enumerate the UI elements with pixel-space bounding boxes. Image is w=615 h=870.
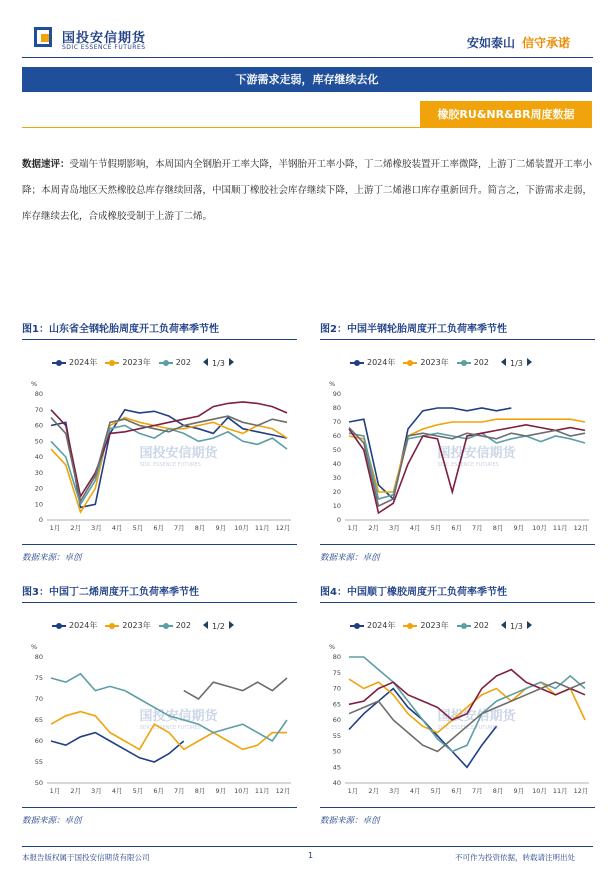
figure-title-underline bbox=[320, 602, 595, 603]
x-tick-label: 2月 bbox=[368, 787, 380, 795]
y-tick-label: 20 bbox=[332, 488, 341, 496]
x-tick-label: 6月 bbox=[451, 787, 462, 795]
line-chart bbox=[320, 372, 595, 542]
legend-marker-icon bbox=[159, 625, 173, 627]
chart-legend bbox=[52, 620, 297, 631]
x-tick-label: 5月 bbox=[132, 787, 144, 795]
x-tick-label: 1月 bbox=[347, 787, 359, 795]
x-tick-label: 7月 bbox=[174, 787, 185, 795]
y-unit-label: % bbox=[31, 643, 38, 651]
x-tick-label: 6月 bbox=[153, 524, 164, 532]
line-chart bbox=[22, 372, 297, 542]
y-tick-label: 65 bbox=[332, 700, 341, 709]
y-tick-label: 80 bbox=[332, 653, 341, 661]
x-tick-label: 4月 bbox=[111, 787, 123, 795]
prev-page-icon[interactable] bbox=[501, 358, 506, 366]
legend-label: 2023年 bbox=[122, 358, 151, 367]
x-tick-label: 4月 bbox=[409, 787, 421, 795]
watermark-logo: 国投安信期货 bbox=[139, 709, 218, 724]
figure-title: 图3：中国丁二烯周度开工负荷率季节性 bbox=[22, 587, 199, 598]
legend-pager bbox=[501, 621, 532, 631]
x-tick-label: 8月 bbox=[194, 787, 206, 795]
x-tick-label: 3月 bbox=[91, 524, 102, 532]
x-tick-label: 1月 bbox=[49, 524, 61, 532]
y-tick-label: 90 bbox=[332, 390, 341, 398]
legend-label: 202 bbox=[175, 621, 191, 630]
x-tick-label: 11月 bbox=[552, 524, 568, 532]
y-tick-label: 65 bbox=[34, 716, 43, 724]
logo-text: 国投安信期货 bbox=[62, 31, 147, 46]
y-tick-label: 10 bbox=[34, 500, 43, 509]
y-tick-label: 60 bbox=[332, 716, 341, 724]
y-tick-label: 75 bbox=[332, 668, 341, 677]
tag-underline bbox=[22, 127, 420, 128]
pager-text: 1/3 bbox=[510, 358, 523, 368]
y-unit-label: % bbox=[329, 380, 336, 388]
x-tick-label: 10月 bbox=[532, 787, 547, 795]
legend-item[interactable] bbox=[403, 620, 448, 631]
header-divider bbox=[22, 57, 593, 58]
prev-page-icon[interactable] bbox=[203, 358, 208, 366]
series-line bbox=[184, 678, 287, 699]
y-tick-label: 60 bbox=[332, 432, 341, 440]
x-tick-label: 2月 bbox=[70, 787, 82, 795]
legend-item[interactable] bbox=[350, 357, 395, 368]
x-tick-label: 5月 bbox=[430, 787, 442, 795]
legend-marker-icon bbox=[350, 362, 364, 364]
page-number: 1 bbox=[308, 851, 314, 860]
report-tag: 橡胶RU&NR&BR周度数据 bbox=[420, 101, 592, 128]
legend-marker-icon bbox=[159, 362, 173, 364]
legend-pager bbox=[501, 358, 532, 368]
legend-pager bbox=[203, 358, 234, 368]
legend-marker-icon bbox=[457, 362, 471, 364]
logo-subtext: SDIC ESSENCE FUTURES bbox=[62, 44, 146, 51]
y-tick-label: 0 bbox=[336, 516, 341, 524]
series-line bbox=[349, 670, 585, 720]
chart-area bbox=[22, 372, 297, 542]
footer-copyright: 本报告版权属于国投安信期货有限公司 bbox=[22, 853, 150, 862]
legend-marker-icon bbox=[105, 625, 119, 627]
summary-paragraph bbox=[22, 152, 594, 230]
legend-marker-icon bbox=[105, 362, 119, 364]
figure-bottom-rule bbox=[22, 807, 297, 808]
figure-bottom-rule bbox=[22, 544, 297, 545]
legend-marker-icon bbox=[52, 625, 66, 627]
chart-area bbox=[320, 635, 595, 805]
figure-title-underline bbox=[320, 339, 595, 340]
y-tick-label: 80 bbox=[34, 653, 43, 661]
y-tick-label: 40 bbox=[332, 779, 341, 787]
series-line bbox=[349, 657, 585, 752]
legend-marker-icon bbox=[403, 625, 417, 627]
figure-title: 图1：山东省全钢轮胎周度开工负荷率季节性 bbox=[22, 324, 219, 335]
legend-marker-icon bbox=[457, 625, 471, 627]
x-tick-label: 9月 bbox=[513, 524, 525, 532]
watermark-subtext: SDIC ESSENCE FUTURES bbox=[437, 725, 499, 731]
x-tick-label: 6月 bbox=[451, 524, 462, 532]
pager-text: 1/3 bbox=[212, 358, 225, 368]
y-tick-label: 70 bbox=[34, 695, 43, 703]
x-tick-label: 8月 bbox=[492, 787, 504, 795]
x-tick-label: 6月 bbox=[153, 787, 164, 795]
y-unit-label: % bbox=[31, 380, 38, 388]
y-tick-label: 40 bbox=[34, 453, 43, 461]
legend-item[interactable] bbox=[159, 621, 191, 630]
legend-label: 2024年 bbox=[69, 621, 98, 630]
legend-item[interactable] bbox=[457, 358, 489, 367]
y-unit-label: % bbox=[329, 643, 336, 651]
legend-label: 2023年 bbox=[122, 621, 151, 630]
next-page-icon[interactable] bbox=[527, 621, 532, 629]
y-tick-label: 50 bbox=[332, 747, 341, 756]
watermark-logo: 国投安信期货 bbox=[437, 709, 516, 724]
x-tick-label: 11月 bbox=[254, 524, 270, 532]
pager-text: 1/2 bbox=[212, 621, 225, 631]
watermark-logo: 国投安信期货 bbox=[437, 446, 516, 461]
y-tick-label: 0 bbox=[38, 516, 43, 524]
x-tick-label: 3月 bbox=[91, 787, 102, 795]
x-tick-label: 1月 bbox=[347, 524, 359, 532]
legend-label: 2023年 bbox=[420, 358, 449, 367]
legend-pager bbox=[203, 621, 234, 631]
data-source: 数据来源：卓创 bbox=[320, 816, 380, 826]
figure-panel bbox=[22, 583, 297, 826]
legend-label: 202 bbox=[473, 358, 489, 367]
x-tick-label: 10月 bbox=[532, 524, 547, 532]
y-tick-label: 80 bbox=[34, 390, 43, 398]
figure-title-underline bbox=[22, 339, 297, 340]
y-tick-label: 45 bbox=[332, 763, 341, 772]
legend-marker-icon bbox=[52, 362, 66, 364]
y-tick-label: 30 bbox=[332, 474, 341, 482]
data-source: 数据来源：卓创 bbox=[320, 553, 380, 563]
figure-title-underline bbox=[22, 602, 297, 603]
legend-item[interactable] bbox=[52, 620, 97, 631]
x-tick-label: 11月 bbox=[552, 787, 568, 795]
legend-item[interactable] bbox=[403, 357, 448, 368]
figure-panel bbox=[320, 320, 595, 563]
x-tick-label: 12月 bbox=[275, 524, 291, 532]
legend-label: 2024年 bbox=[69, 358, 98, 367]
watermark-subtext: SDIC ESSENCE FUTURES bbox=[139, 462, 201, 468]
y-tick-label: 55 bbox=[332, 731, 341, 740]
x-tick-label: 2月 bbox=[70, 524, 82, 532]
x-tick-label: 5月 bbox=[132, 524, 144, 532]
legend-item[interactable] bbox=[105, 357, 150, 368]
legend-item[interactable] bbox=[159, 358, 191, 367]
watermark-logo: 国投安信期货 bbox=[139, 446, 218, 461]
x-tick-label: 9月 bbox=[513, 787, 525, 795]
legend-label: 2024年 bbox=[367, 358, 396, 367]
x-tick-label: 10月 bbox=[234, 787, 249, 795]
x-tick-label: 5月 bbox=[430, 524, 442, 532]
y-tick-label: 70 bbox=[34, 405, 43, 414]
x-tick-label: 12月 bbox=[573, 787, 589, 795]
line-chart bbox=[320, 635, 595, 805]
y-tick-label: 50 bbox=[34, 437, 43, 446]
summary-label: 数据速评： bbox=[22, 159, 70, 170]
data-source: 数据来源：卓创 bbox=[22, 816, 82, 826]
next-page-icon[interactable] bbox=[229, 621, 234, 629]
x-tick-label: 8月 bbox=[194, 524, 206, 532]
figure-panel bbox=[320, 583, 595, 826]
y-tick-label: 60 bbox=[34, 737, 43, 745]
x-tick-label: 4月 bbox=[111, 524, 123, 532]
legend-label: 202 bbox=[175, 358, 191, 367]
chart-area bbox=[320, 372, 595, 542]
y-tick-label: 75 bbox=[34, 674, 43, 682]
legend-item[interactable] bbox=[350, 620, 395, 631]
x-tick-label: 1月 bbox=[49, 787, 61, 795]
x-tick-label: 8月 bbox=[492, 524, 504, 532]
prev-page-icon[interactable] bbox=[501, 621, 506, 629]
next-page-icon[interactable] bbox=[229, 358, 234, 366]
y-tick-label: 55 bbox=[34, 758, 43, 766]
figure-title: 图4：中国顺丁橡胶周度开工负荷率季节性 bbox=[320, 587, 507, 598]
y-tick-label: 80 bbox=[332, 404, 341, 412]
watermark-subtext: SDIC ESSENCE FUTURES bbox=[437, 462, 499, 468]
figure-bottom-rule bbox=[320, 807, 595, 808]
data-source: 数据来源：卓创 bbox=[22, 553, 82, 563]
legend-marker-icon bbox=[350, 625, 364, 627]
x-tick-label: 12月 bbox=[275, 787, 291, 795]
x-tick-label: 7月 bbox=[472, 524, 483, 532]
legend-label: 2023年 bbox=[420, 621, 449, 630]
y-tick-label: 60 bbox=[34, 421, 43, 430]
legend-item[interactable] bbox=[105, 620, 150, 631]
next-page-icon[interactable] bbox=[527, 358, 532, 366]
pager-text: 1/3 bbox=[510, 621, 523, 631]
logo-accent bbox=[41, 34, 49, 42]
chart-legend bbox=[52, 357, 297, 368]
x-tick-label: 9月 bbox=[215, 787, 227, 795]
y-tick-label: 20 bbox=[34, 484, 43, 493]
report-banner: 下游需求走弱，库存继续去化 bbox=[22, 67, 592, 92]
footer-divider bbox=[22, 846, 593, 847]
legend-item[interactable] bbox=[457, 621, 489, 630]
y-tick-label: 50 bbox=[332, 446, 341, 454]
chart-legend bbox=[350, 620, 595, 631]
legend-item[interactable] bbox=[52, 357, 97, 368]
summary-text: 受端午节假期影响，本周国内全钢胎开工率大降，半钢胎开工率小降，丁二烯橡胶装置开工率微降，上游丁二烯装置开工率小降；本周青岛地区天然橡胶总库存继续回落，中国顺丁橡胶社会库存继续下降，上游丁二烯港口库存重新回升。简言之，下游需求走弱，库存继续去化，合成橡胶受制于上游丁二烯。 bbox=[22, 159, 593, 222]
slogan-right: 信守承诺 bbox=[522, 36, 571, 50]
y-tick-label: 50 bbox=[34, 779, 43, 787]
line-chart bbox=[22, 635, 297, 805]
prev-page-icon[interactable] bbox=[203, 621, 208, 629]
y-tick-label: 40 bbox=[332, 460, 341, 468]
y-tick-label: 30 bbox=[34, 468, 43, 477]
slogan-left: 安如泰山 bbox=[467, 36, 516, 50]
legend-marker-icon bbox=[403, 362, 417, 364]
y-tick-label: 70 bbox=[332, 418, 341, 426]
y-tick-label: 10 bbox=[332, 502, 341, 510]
x-tick-label: 4月 bbox=[409, 524, 421, 532]
footer-disclaimer: 不可作为投资依据，转载请注明出处 bbox=[455, 853, 575, 862]
chart-area bbox=[22, 635, 297, 805]
watermark-subtext: SDIC ESSENCE FUTURES bbox=[139, 725, 201, 731]
figure-title: 图2：中国半钢轮胎周度开工负荷率季节性 bbox=[320, 324, 507, 335]
chart-legend bbox=[350, 357, 595, 368]
x-tick-label: 10月 bbox=[234, 524, 249, 532]
legend-label: 2024年 bbox=[367, 621, 396, 630]
x-tick-label: 11月 bbox=[254, 787, 270, 795]
x-tick-label: 7月 bbox=[174, 524, 185, 532]
x-tick-label: 2月 bbox=[368, 524, 380, 532]
x-tick-label: 3月 bbox=[389, 524, 400, 532]
figure-bottom-rule bbox=[320, 544, 595, 545]
x-tick-label: 9月 bbox=[215, 524, 227, 532]
x-tick-label: 7月 bbox=[472, 787, 483, 795]
x-tick-label: 3月 bbox=[389, 787, 400, 795]
x-tick-label: 12月 bbox=[573, 524, 589, 532]
figure-panel bbox=[22, 320, 297, 563]
legend-label: 202 bbox=[473, 621, 489, 630]
y-tick-label: 70 bbox=[332, 684, 341, 693]
